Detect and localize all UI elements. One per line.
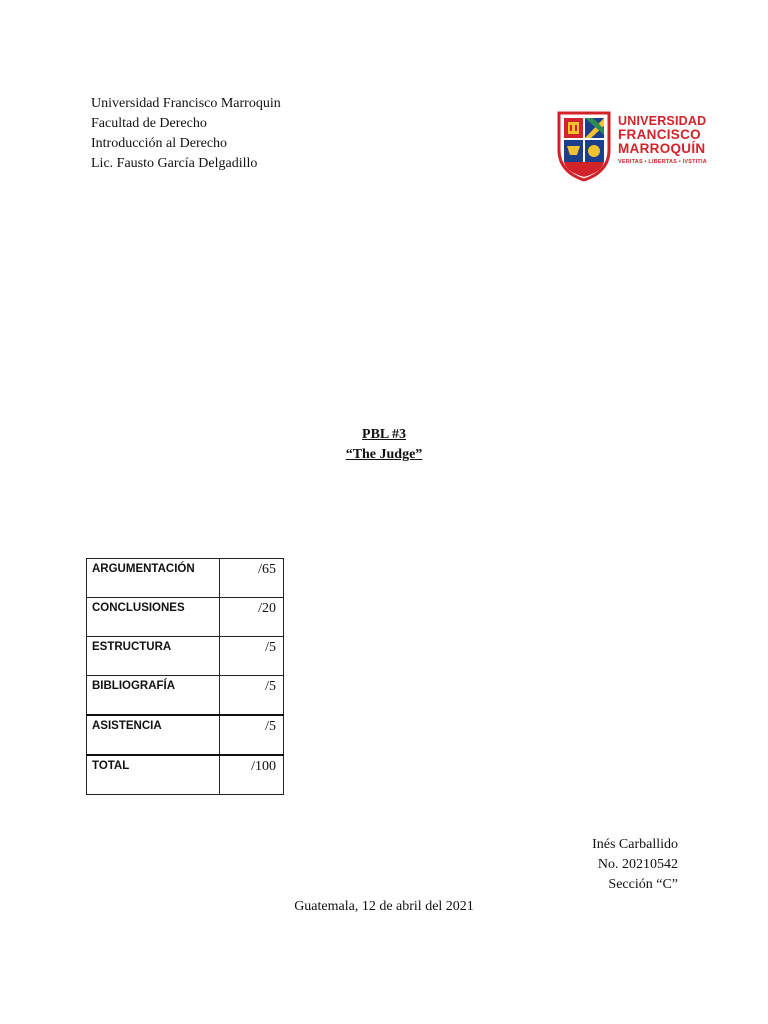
title-line-2: “The Judge”: [345, 447, 423, 462]
criterion-label: ESTRUCTURA: [87, 637, 220, 676]
table-row: [87, 637, 284, 676]
shield-icon: [556, 110, 612, 182]
table-row: [87, 598, 284, 637]
faculty-name: Facultad de Derecho: [91, 116, 207, 131]
logo-line-2: FRANCISCO: [618, 127, 701, 142]
document-title: [0, 425, 768, 465]
logo-line-1: UNIVERSIDAD: [618, 114, 707, 128]
place-date: Guatemala, 12 de abril del 2021: [294, 899, 474, 914]
student-number: No. 20210542: [597, 857, 678, 872]
criterion-score: /65: [220, 559, 284, 598]
table-row: [87, 676, 284, 716]
criterion-score: /5: [220, 715, 284, 755]
criterion-score: /5: [220, 676, 284, 716]
grading-table: [86, 558, 284, 795]
university-logo: [556, 110, 716, 182]
logo-text: [618, 114, 707, 165]
total-label: TOTAL: [87, 755, 220, 795]
total-score: /100: [220, 755, 284, 795]
logo-line-3: MARROQUÍN: [618, 141, 706, 156]
criterion-label: ASISTENCIA: [87, 715, 220, 755]
criterion-label: BIBLIOGRAFÍA: [87, 676, 220, 716]
university-name: Universidad Francisco Marroquin: [91, 96, 281, 111]
header-block: [91, 94, 281, 174]
title-line-1: PBL #3: [362, 427, 406, 442]
course-name: Introducción al Derecho: [91, 136, 228, 151]
criterion-score: /20: [220, 598, 284, 637]
logo-motto: VERITAS • LIBERTAS • IVSTITIA: [618, 159, 707, 165]
student-info: [592, 835, 678, 895]
criterion-label: CONCLUSIONES: [87, 598, 220, 637]
student-section: Sección “C”: [608, 877, 678, 892]
student-name: Inés Carballido: [592, 837, 678, 852]
criterion-label: ARGUMENTACIÓN: [87, 559, 220, 598]
table-row: [87, 559, 284, 598]
table-row-total: [87, 755, 284, 795]
criterion-score: /5: [220, 637, 284, 676]
table-row: [87, 715, 284, 755]
professor-name: Lic. Fausto García Delgadillo: [91, 156, 258, 171]
